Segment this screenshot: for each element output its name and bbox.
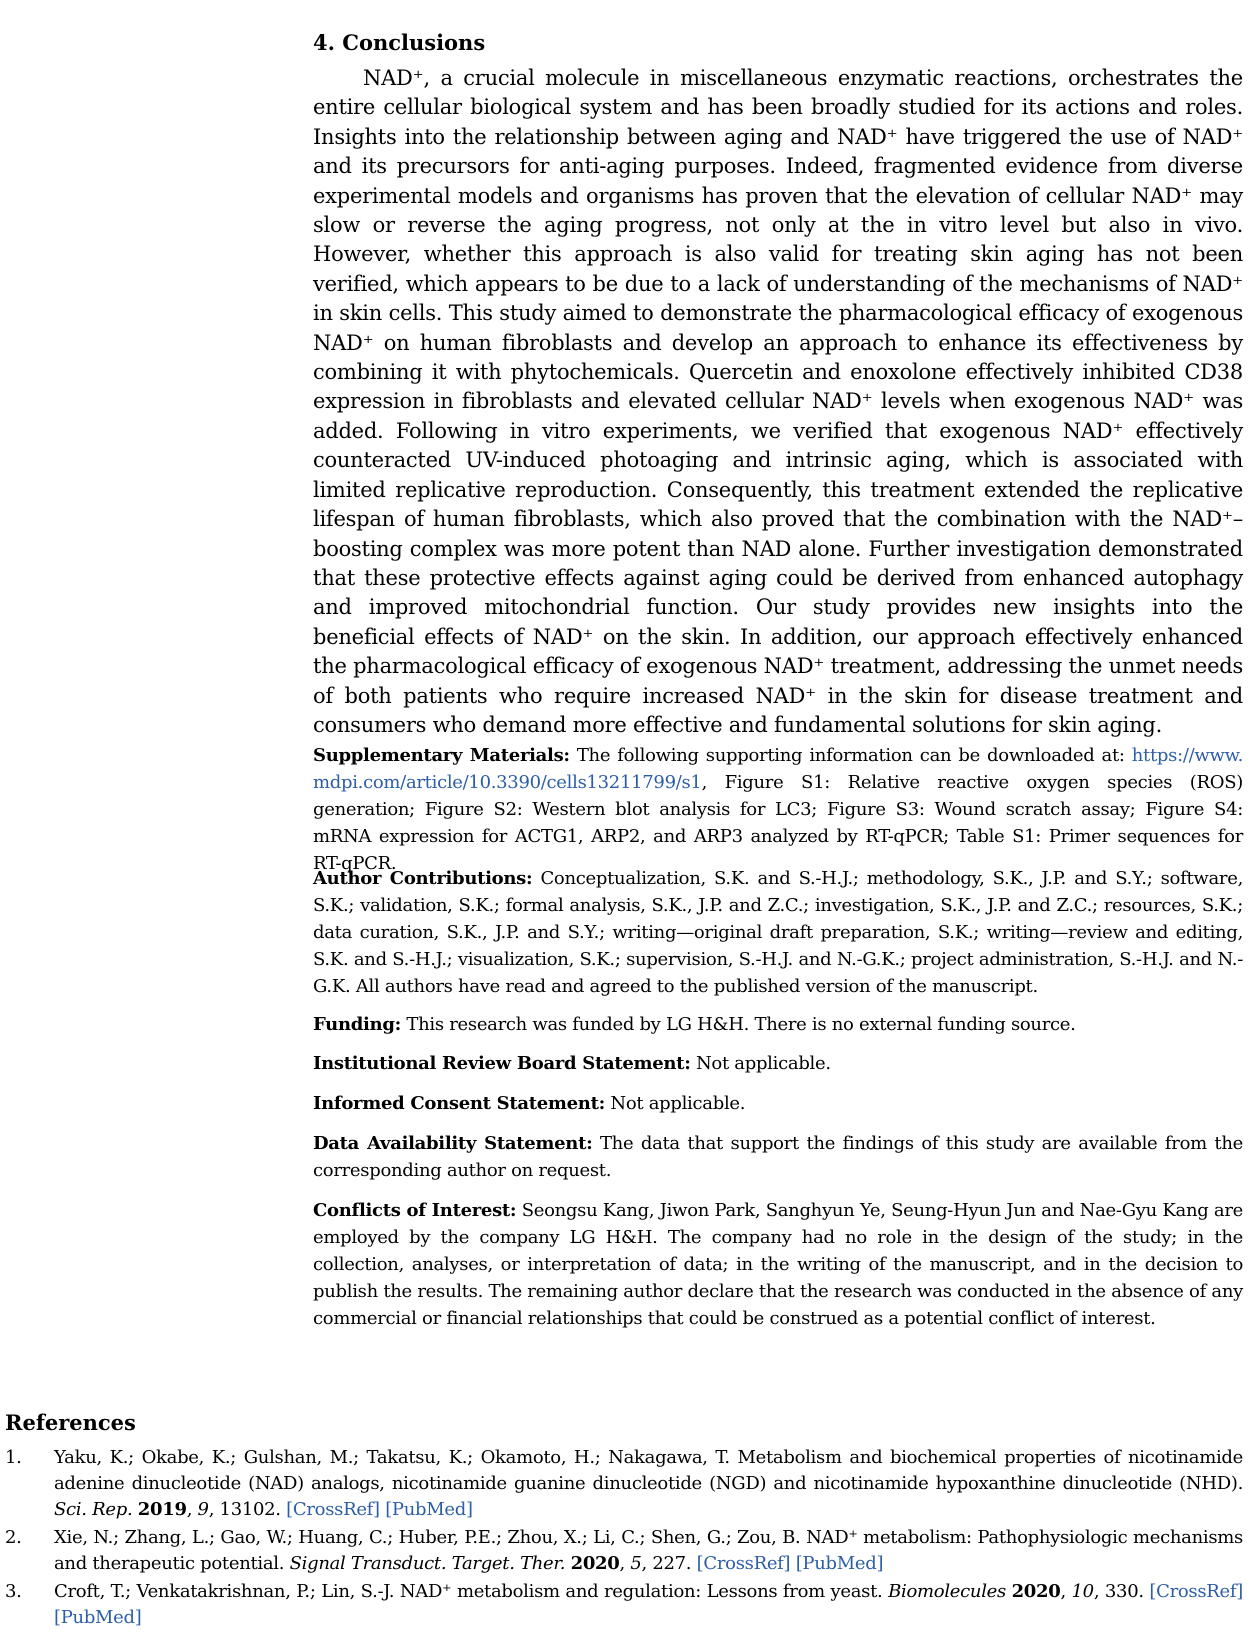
supplementary-text-after: , Figure S1: Relative reactive oxygen species (ROS) generation; Figure S2: Western blot analysis for LC3; Figure S3: Wound scratch assay; Figure S4: mRNA expression for ACTG1, ARP2, and ARP3 analyzed by RT-qPCR; Table S1: Primer sequences for RT-qPCR. xyxy=(313,772,1243,874)
reference-year: 2020 xyxy=(1011,1581,1061,1602)
funding-label: Funding: xyxy=(313,1014,401,1035)
data-availability-statement xyxy=(313,1130,1243,1184)
reference-number: 2. xyxy=(5,1527,22,1548)
reference-authors-title: Xie, N.; Zhang, L.; Gao, W.; Huang, C.; Huber, P.E.; Zhou, X.; Li, C.; Shen, G.; Zou, B. NAD⁺ metabolism: Pathophysiologic mechanisms and therapeutic potential. xyxy=(54,1527,1243,1574)
reference-item: 3. Croft, T.; Venkatakrishnan, P.; Lin, S.-J. NAD⁺ metabolism and regulation: Lessons from yeast. Biomolecules 2020, 10, 330. [CrossRef] [PubMed] xyxy=(5,1581,1243,1628)
reference-journal: Signal Transduct. Target. Ther. xyxy=(289,1553,566,1574)
funding-statement xyxy=(313,1011,1243,1038)
crossref-link[interactable]: [CrossRef] xyxy=(696,1553,791,1574)
reference-item: 2. Xie, N.; Zhang, L.; Gao, W.; Huang, C.; Huber, P.E.; Zhou, X.; Li, C.; Shen, G.; Zou, B. NAD⁺ metabolism: Pathophysiologic mechanisms and therapeutic potential. Signal Transduct. Target. Ther. 2020, 5, 227. [CrossRef] [PubMed] xyxy=(5,1527,1243,1574)
conclusions-paragraph: NAD⁺, a crucial molecule in miscellaneous enzymatic reactions, orchestrates the entire cellular biological system and has been broadly studied for its actions and roles. Insights into the relationship between aging and NAD⁺ have triggered the use of NAD⁺ and its precursors for anti-aging purposes. Indeed, fragmented evidence from diverse experimental models and organisms has proven that the elevation of cellular NAD⁺ may slow or reverse the aging progress, not only at the in vitro level but also in vivo. However, whether this approach is also valid for treating skin aging has not been verified, which appears to be due to a lack of understanding of the mechanisms of NAD⁺ in skin cells. This study aimed to demonstrate the pharmacological efficacy of exogenous NAD⁺ on human fibroblasts and develop an approach to enhance its effectiveness by combining it with phytochemicals. Quercetin and enoxolone effectively inhibited CD38 expression in fibroblasts and elevated cellular NAD⁺ levels when exogenous NAD⁺ was added. Following in vitro experiments, we verified that exogenous NAD⁺ effectively counteracted UV-induced photoaging and intrinsic aging, which is associated with limited replicative reproduction. Consequently, this treatment extended the replicative lifespan of human fibroblasts, which also proved that the combination with the NAD⁺–boosting complex was more potent than NAD alone. Further investigation demonstrated that these protective effects against aging could be derived from enhanced autophagy and improved mitochondrial function. Our study provides new insights into the beneficial effects of NAD⁺ on the skin. In addition, our approach effectively enhanced the pharmacological efficacy of exogenous NAD⁺ treatment, addressing the unmet needs of both patients who require increased NAD⁺ in the skin for disease treatment and consumers who demand more effective and fundamental solutions for skin aging. xyxy=(313,66,1243,737)
reference-journal: Biomolecules xyxy=(888,1581,1006,1602)
author-contributions xyxy=(313,865,1243,1000)
section-title: 4. Conclusions xyxy=(313,30,486,55)
reference-volume: 9 xyxy=(197,1499,209,1520)
pubmed-link[interactable]: [PubMed] xyxy=(385,1499,473,1520)
conclusions-section xyxy=(313,28,1243,740)
consent-label: Informed Consent Statement: xyxy=(313,1093,605,1114)
irb-text: Not applicable. xyxy=(690,1053,831,1074)
conflicts-label: Conflicts of Interest: xyxy=(313,1200,517,1221)
pubmed-link[interactable]: [PubMed] xyxy=(795,1553,884,1574)
crossref-link[interactable]: [CrossRef] xyxy=(1149,1581,1243,1602)
irb-statement xyxy=(313,1050,1243,1077)
reference-item: 1. Yaku, K.; Okabe, K.; Gulshan, M.; Takatsu, K.; Okamoto, H.; Nakagawa, T. Metabolism and biochemical properties of nicotinamide adenine dinucleotide (NAD) analogs, nicotinamide guanine dinucleotide (NGD) and nicotinamide hypoxanthine dinucleotide (NHD). Sci. Rep. 2019, 9, 13102. [CrossRef] [PubMed] xyxy=(5,1447,1243,1520)
data-availability-text: The data that support the findings of this study are available from the corresponding author on request. xyxy=(313,1133,1243,1181)
reference-volume: 10 xyxy=(1071,1581,1094,1602)
reference-authors-title: Yaku, K.; Okabe, K.; Gulshan, M.; Takatsu, K.; Okamoto, H.; Nakagawa, T. Metabolism and biochemical properties of nicotinamide adenine dinucleotide (NAD) analogs, nicotinamide guanine dinucleotide (NGD) and nicotinamide hypoxanthine dinucleotide (NHD). xyxy=(54,1447,1243,1494)
supplementary-link[interactable]: https://www.mdpi.com/article/10.3390/cells13211799/s1 xyxy=(313,745,1243,793)
consent-text: Not applicable. xyxy=(604,1093,746,1114)
reference-pages: , 13102. xyxy=(208,1499,287,1520)
author-contributions-text: Conceptualization, S.K. and S.-H.J.; methodology, S.K., J.P. and S.Y.; software, S.K.; validation, S.K.; formal analysis, S.K., J.P. and Z.C.; investigation, S.K., J.P. and Z.C.; resources, S.K.; data curation, S.K., J.P. and S.Y.; writing—original draft preparation, S.K.; writing—review and editing, S.K. and S.-H.J.; visualization, S.K.; supervision, S.-H.J. and N.-G.K.; project administration, S.-H.J. and N.-G.K. All authors have read and agreed to the published version of the manuscript. xyxy=(313,868,1243,997)
reference-authors-title: Croft, T.; Venkatakrishnan, P.; Lin, S.-J. NAD⁺ metabolism and regulation: Lessons from yeast. xyxy=(54,1581,889,1602)
supplementary-label: Supplementary Materials: xyxy=(313,745,570,766)
crossref-link[interactable]: [CrossRef] xyxy=(286,1499,380,1520)
reference-volume: 5 xyxy=(630,1553,642,1574)
funding-text: This research was funded by LG H&H. There is no external funding source. xyxy=(400,1014,1076,1035)
supplementary-text-before: The following supporting information can be downloaded at: xyxy=(569,745,1132,766)
reference-pages: , 330. xyxy=(1093,1581,1150,1602)
author-contributions-label: Author Contributions: xyxy=(313,868,533,889)
pubmed-link[interactable]: [PubMed] xyxy=(54,1607,142,1628)
reference-pages: , 227. xyxy=(641,1553,697,1574)
reference-number: 1. xyxy=(5,1447,22,1468)
irb-label: Institutional Review Board Statement: xyxy=(313,1053,691,1074)
data-availability-label: Data Availability Statement: xyxy=(313,1133,593,1154)
supplementary-materials xyxy=(313,742,1243,877)
reference-number: 3. xyxy=(5,1581,22,1602)
references-list xyxy=(5,1445,1243,1633)
reference-year: 2019 xyxy=(137,1499,187,1520)
conflicts-of-interest xyxy=(313,1197,1243,1332)
informed-consent-statement xyxy=(313,1090,1243,1117)
conflicts-text: Seongsu Kang, Jiwon Park, Sanghyun Ye, Seung-Hyun Jun and Nae-Gyu Kang are employed by the company LG H&H. The company had no role in the design of the study; in the collection, analyses, or interpretation of data; in the writing of the manuscript, and in the decision to publish the results. The remaining author declare that the research was conducted in the absence of any commercial or financial relationships that could be construed as a potential conflict of interest. xyxy=(313,1200,1243,1329)
reference-journal: Sci. Rep. xyxy=(54,1499,133,1520)
references-title: References xyxy=(5,1410,136,1435)
reference-year: 2020 xyxy=(570,1553,620,1574)
